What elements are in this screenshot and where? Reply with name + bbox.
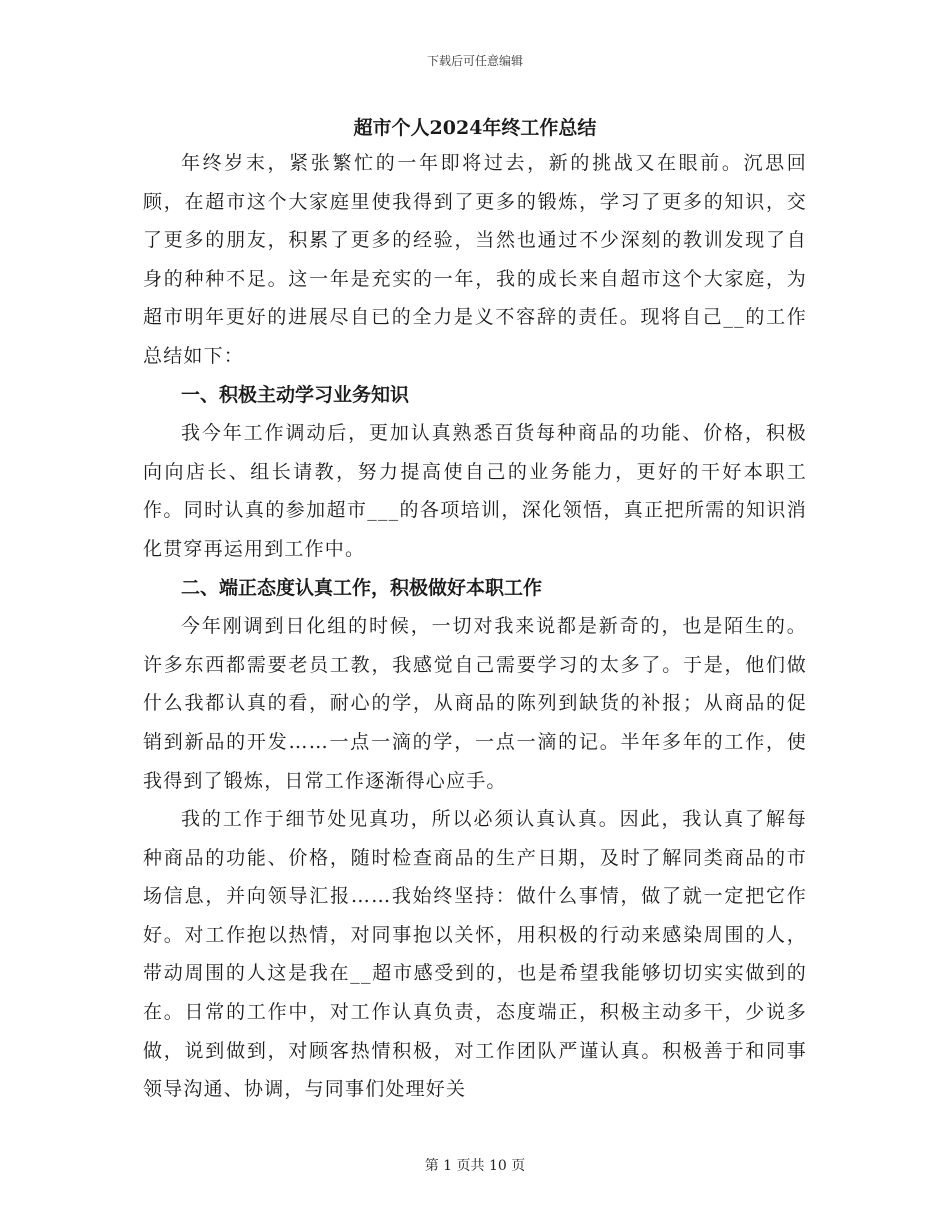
section-heading-2: 二、端正态度认真工作，积极做好本职工作 bbox=[181, 576, 543, 599]
paragraph-section-2b: 我的工作于细节处见真功，所以必须认真认真。因此，我认真了解每种商品的功能、价格，随时检查商品的生产日期，及时了解同类商品的市场信息，并向领导汇报……我始终坚持：做什么事情，做了就一定把它作好。对工作抱以热情，对同事抱以关怀，用积极的行动来感染周围的人，带动周围的人这是我在__超市感受到的，也是希望我能够切切实实做到的在。日常的工作中，对工作认真负责，态度端正，积极主动多干，少说多做，说到做到，对顾客热情积极，对工作团队严谨认真。积极善于和同事领导沟通、协调，与同事们处理好关 bbox=[143, 808, 807, 1101]
document-body bbox=[143, 112, 807, 1109]
document-title: 超市个人2024年终工作总结 bbox=[353, 117, 597, 139]
page-number: 第 1 页共 10 页 bbox=[424, 1158, 526, 1174]
section-heading-1: 一、积极主动学习业务知识 bbox=[181, 383, 410, 406]
paragraph-section-1: 我今年工作调动后，更加认真熟悉百货每种商品的功能、价格，积极向向店长、组长请教，努力提高使自己的业务能力，更好的干好本职工作。同时认真的参加超市___的各项培训，深化领悟，真正把所需的知识消化贯穿再运用到工作中。 bbox=[143, 422, 807, 560]
page-header-note: 下载后可任意编辑 bbox=[426, 54, 523, 68]
paragraph-section-2a: 今年刚调到日化组的时候，一切对我来说都是新奇的，也是陌生的。许多东西都需要老员工教，我感觉自己需要学习的太多了。于是，他们做什么我都认真的看，耐心的学，从商品的陈列到缺货的补报；从商品的促销到新品的开发……一点一滴的学，一点一滴的记。半年多年的工作，使我得到了锻炼，日常工作逐渐得心应手。 bbox=[143, 615, 807, 792]
paragraph-intro: 年终岁末，紧张繁忙的一年即将过去，新的挑战又在眼前。沉思回顾，在超市这个大家庭里使我得到了更多的锻炼，学习了更多的知识，交了更多的朋友，积累了更多的经验，当然也通过不少深刻的教训发现了自身的种种不足。这一年是充实的一年，我的成长来自超市这个大家庭，为超市明年更好的进展尽自已的全力是义不容辞的责任。现将自己__的工作总结如下： bbox=[143, 152, 807, 367]
